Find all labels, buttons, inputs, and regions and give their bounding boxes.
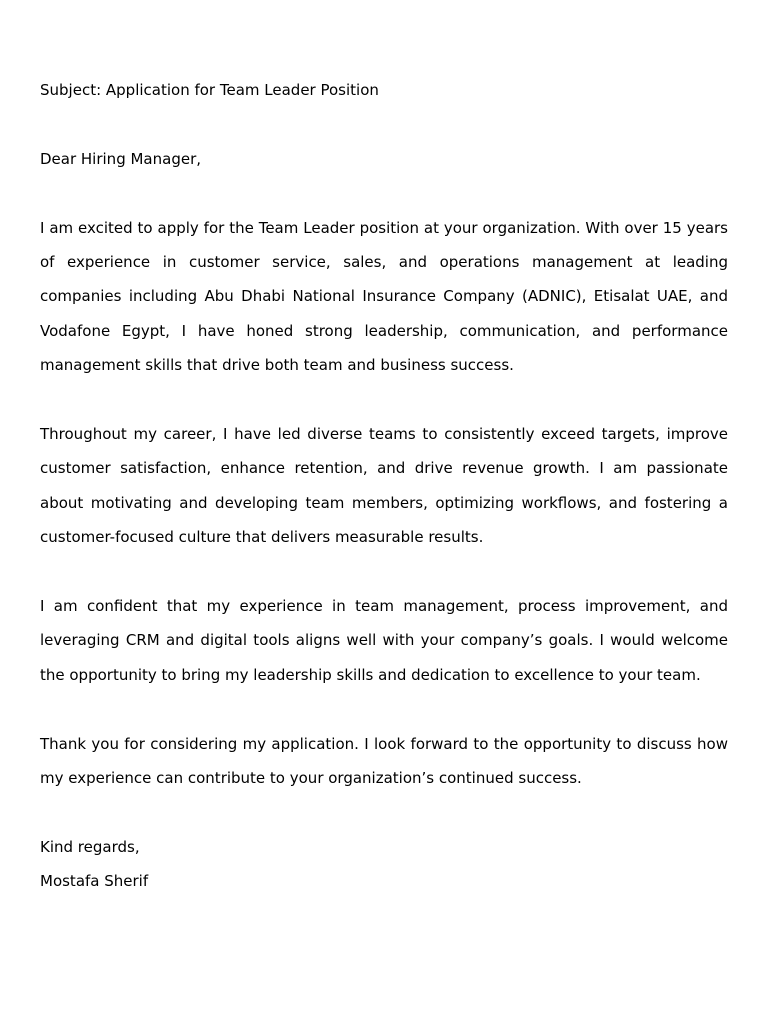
spacer (40, 692, 728, 726)
spacer (40, 795, 728, 829)
letter-closing: Kind regards, (40, 837, 140, 856)
letter-salutation: Dear Hiring Manager, (40, 149, 202, 168)
spacer (40, 383, 728, 417)
paragraph-confidence: I am confident that my experience in team management, process improvement, and leveraging CRM and digital tools aligns well with your company’s goals. I would welcome the opportunity to bring my leadership skills and dedication to excellence to your team. (40, 597, 728, 684)
spacer (40, 176, 728, 210)
letter-body (40, 73, 728, 899)
letter-signature: Mostafa Sherif (40, 872, 149, 891)
spacer (40, 555, 728, 589)
spacer (40, 107, 728, 141)
paragraph-introduction: I am excited to apply for the Team Leader position at your organization. With over 15 years of experience in customer service, sales, and operations management at leading companies including Abu Dhabi National Insurance Company (ADNIC), Etisalat UAE, and Vodafone Egypt, I have honed strong leadership, communication, and performance management skills that drive both team and business success. (40, 218, 728, 375)
paragraph-thanks: Thank you for considering my application. I look forward to the opportunity to discuss how my experience can contribute to your organization’s continued success. (40, 734, 728, 788)
letter-subject: Subject: Application for Team Leader Position (40, 81, 379, 99)
paragraph-career: Throughout my career, I have led diverse teams to consistently exceed targets, improve customer satisfaction, enhance retention, and drive revenue growth. I am passionate about motivating and developing team members, optimizing workflows, and fostering a customer-focused culture that delivers measurable results. (40, 425, 728, 547)
